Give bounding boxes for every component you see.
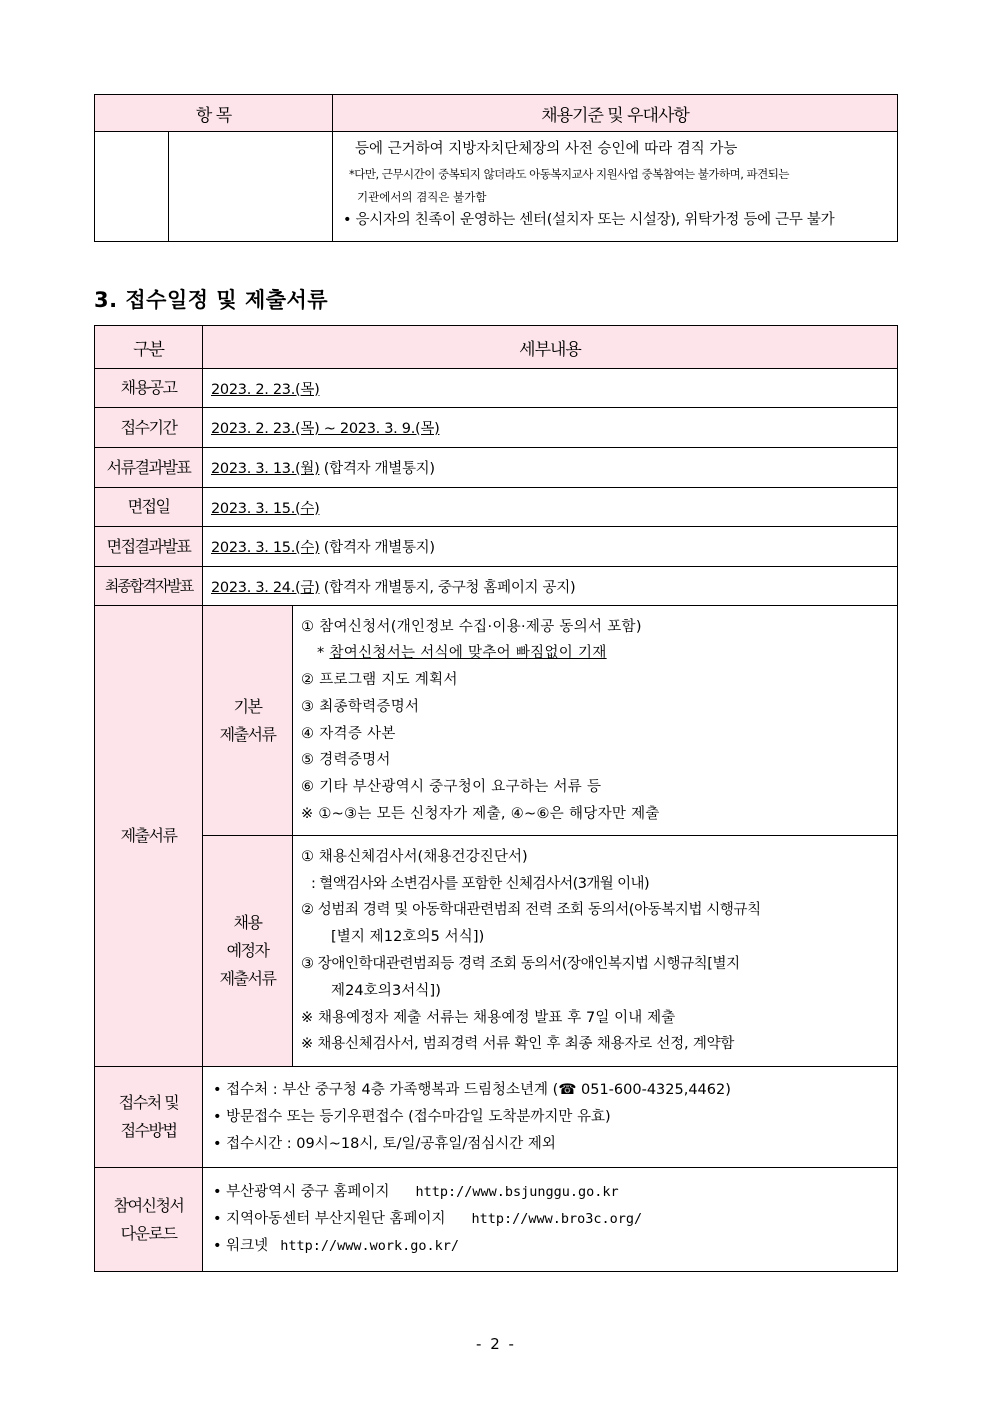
download-list (203, 1168, 898, 1272)
reception-list (203, 1067, 898, 1168)
basic-documents-label (203, 606, 293, 836)
list-item: • 방문접수 또는 등기우편접수 (접수마감일 도착분까지만 유효) (213, 1108, 611, 1125)
list-item: 제24호의3서식]) (331, 982, 442, 999)
documents-label: 제출서류 (95, 606, 203, 1067)
list-item: ※ 채용예정자 제출 서류는 채용예정 발표 후 7일 이내 제출 (301, 1009, 676, 1026)
row-label: 서류결과발표 (95, 448, 203, 488)
criteria-line: 등에 근거하여 지방자치단체장의 사전 승인에 따라 겸직 가능 (355, 141, 738, 157)
bullet-icon: • (343, 212, 352, 228)
row-label: 면접일 (95, 488, 203, 527)
reception-label-line: 접수방법 (120, 1121, 177, 1140)
criteria-note: *다만, 근무시간이 중복되지 않더라도 아동복지교사 지원사업 중복참여는 불가하며, 파견되는 (349, 167, 789, 181)
reception-label (95, 1067, 203, 1168)
empty-cell (169, 132, 333, 242)
row-date: 2023. 3. 15.(수) (211, 540, 320, 556)
list-item: ③ 장애인학대관련범죄등 경력 조회 동의서(장애인복지법 시행규칙[별지 (301, 956, 740, 972)
download-label-line: 참여신청서 (113, 1195, 184, 1215)
download-item-label: • 워크넷 (213, 1238, 269, 1254)
criteria-line: 응시자의 친족이 운영하는 센터(설치자 또는 시설장), 위탁가정 등에 근무 불가 (355, 212, 835, 228)
list-item: ※ ①~③는 모든 신청자가 제출, ④~⑥은 해당자만 제출 (301, 805, 660, 822)
download-item-label: • 부산광역시 중구 홈페이지 (213, 1184, 390, 1200)
hire-documents-list (293, 836, 898, 1067)
row-note: (합격자 개별통지) (319, 461, 435, 477)
list-item: ② 프로그램 지도 계획서 (301, 672, 458, 689)
list-item: : 혈액검사와 소변검사를 포함한 신체검사서(3개월 이내) (311, 875, 650, 892)
basic-label-line: 제출서류 (219, 724, 276, 744)
row-note: (합격자 개별통지) (319, 540, 435, 556)
row-label: 면접결과발표 (95, 527, 203, 567)
hire-label-line: 제출서류 (219, 969, 276, 988)
row-label: 최종합격자발표 (95, 567, 203, 606)
hire-documents-label (203, 836, 293, 1067)
list-item: [별지 제12호의5 서식]) (331, 929, 485, 946)
note-text: 참여신청서는 서식에 맞추어 빠짐없이 기재 (329, 645, 607, 662)
schedule-table (94, 325, 898, 1272)
criteria-table (94, 94, 898, 242)
section-title: 3. 접수일정 및 제출서류 (94, 288, 329, 312)
list-item: ① 채용신체검사서(채용건강진단서) (301, 848, 528, 865)
criteria-content (333, 132, 898, 242)
row-date: 2023. 3. 24.(금) (211, 579, 320, 596)
row-label: 채용공고 (95, 369, 203, 408)
row-date: 2023. 2. 23.(목) ~ 2023. 3. 9.(목) (211, 421, 440, 437)
list-item-note (301, 640, 889, 667)
list-item: ⑤ 경력증명서 (301, 752, 391, 769)
header-criteria: 채용기준 및 우대사항 (333, 95, 898, 132)
download-label (95, 1168, 203, 1272)
basic-documents-list (293, 606, 898, 836)
row-date: 2023. 2. 23.(목) (211, 381, 320, 398)
download-label-line: 다운로드 (120, 1223, 177, 1243)
reception-label-line: 접수처 및 (118, 1093, 179, 1112)
list-item: ① 참여신청서(개인정보 수집·이용·제공 동의서 포함) (301, 618, 642, 635)
download-item (213, 1233, 887, 1260)
list-item: • 접수처 : 부산 중구청 4층 가족행복과 드림청소년계 (☎ 051-600-4325,4462) (213, 1081, 731, 1098)
list-item: ② 성범죄 경력 및 아동학대관련범죄 전력 조회 동의서(아동복지법 시행규칙 (301, 902, 761, 919)
empty-cell (95, 132, 169, 242)
list-item: ③ 최종학력증명서 (301, 698, 420, 715)
header-item: 항 목 (95, 95, 333, 132)
note-prefix: * (317, 645, 330, 662)
download-link[interactable]: http://www.bsjunggu.go.kr (415, 1184, 619, 1200)
row-label: 접수기간 (95, 408, 203, 448)
row-date: 2023. 3. 13.(월) (211, 461, 320, 477)
list-item: • 접수시간 : 09시~18시, 토/일/공휴일/점심시간 제외 (213, 1135, 556, 1152)
list-item: ⑥ 기타 부산광역시 중구청이 요구하는 서류 등 (301, 778, 602, 795)
download-item (213, 1206, 887, 1233)
criteria-note: 기관에서의 겸직은 불가함 (357, 190, 487, 204)
header-content: 세부내용 (203, 326, 898, 369)
download-item-label: • 지역아동센터 부산지원단 홈페이지 (213, 1211, 446, 1227)
list-item: ④ 자격증 사본 (301, 725, 396, 742)
header-label: 구분 (95, 326, 203, 369)
download-item (213, 1179, 887, 1206)
hire-label-line: 예정자 (226, 941, 269, 960)
basic-label-line: 기본 (233, 696, 262, 716)
hire-label-line: 채용 (233, 913, 262, 932)
download-link[interactable]: http://www.bro3c.org/ (471, 1211, 643, 1227)
list-item: ※ 채용신체검사서, 범죄경력 서류 확인 후 최종 채용자로 선정, 계약함 (301, 1036, 735, 1053)
row-note: (합격자 개별통지, 중구청 홈페이지 공지) (319, 579, 576, 596)
row-date: 2023. 3. 15.(수) (211, 500, 320, 517)
download-link[interactable]: http://www.work.go.kr/ (280, 1238, 459, 1254)
page-number: - 2 - (476, 1335, 516, 1353)
